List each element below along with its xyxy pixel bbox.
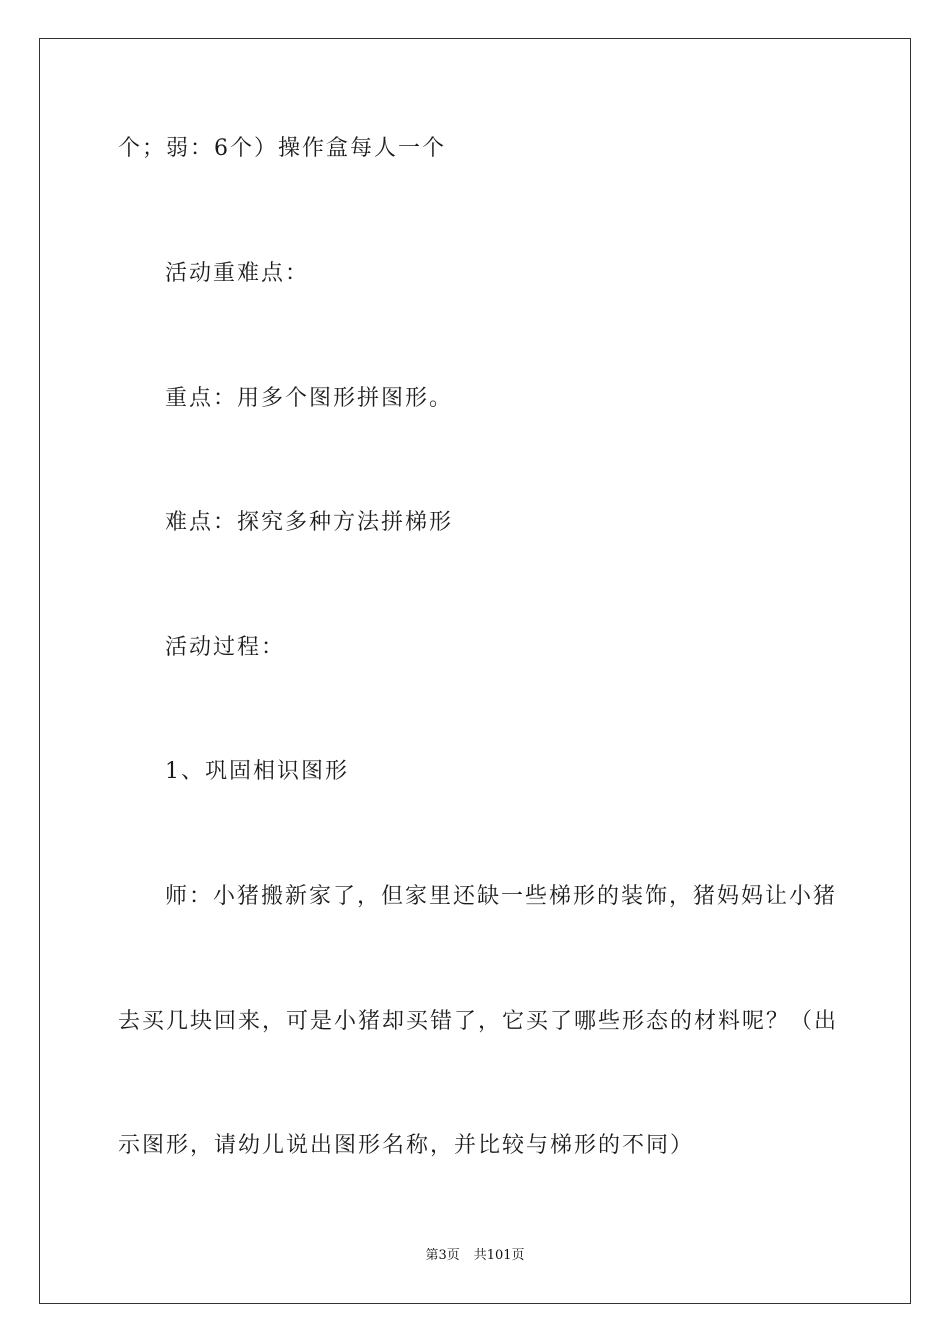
- page-footer: [0, 1247, 950, 1265]
- text-paragraph-line-1: 师：小猪搬新家了，但家里还缺一些梯形的装饰，猪妈妈让小猪: [165, 884, 838, 909]
- page-number: 第3页: [425, 1248, 460, 1263]
- heading-key-difficult-points: 活动重难点：: [165, 261, 310, 286]
- text-step-1: 1、巩固相识图形: [165, 759, 349, 784]
- page-frame: [39, 38, 911, 1304]
- heading-activity-process: 活动过程：: [165, 635, 286, 660]
- text-line-continuation: 个；弱：6个）操作盒每人一个: [118, 136, 446, 161]
- text-paragraph-line-2: 去买几块回来，可是小猪却买错了，它买了哪些形态的材料呢？（出: [118, 1009, 839, 1034]
- text-paragraph-line-3: 示图形，请幼儿说出图形名称，并比较与梯形的不同）: [118, 1133, 695, 1158]
- text-difficult-point: 难点：探究多种方法拼梯形: [165, 510, 454, 535]
- page-total: 共101页: [473, 1248, 525, 1263]
- text-key-point: 重点：用多个图形拼图形。: [165, 386, 454, 411]
